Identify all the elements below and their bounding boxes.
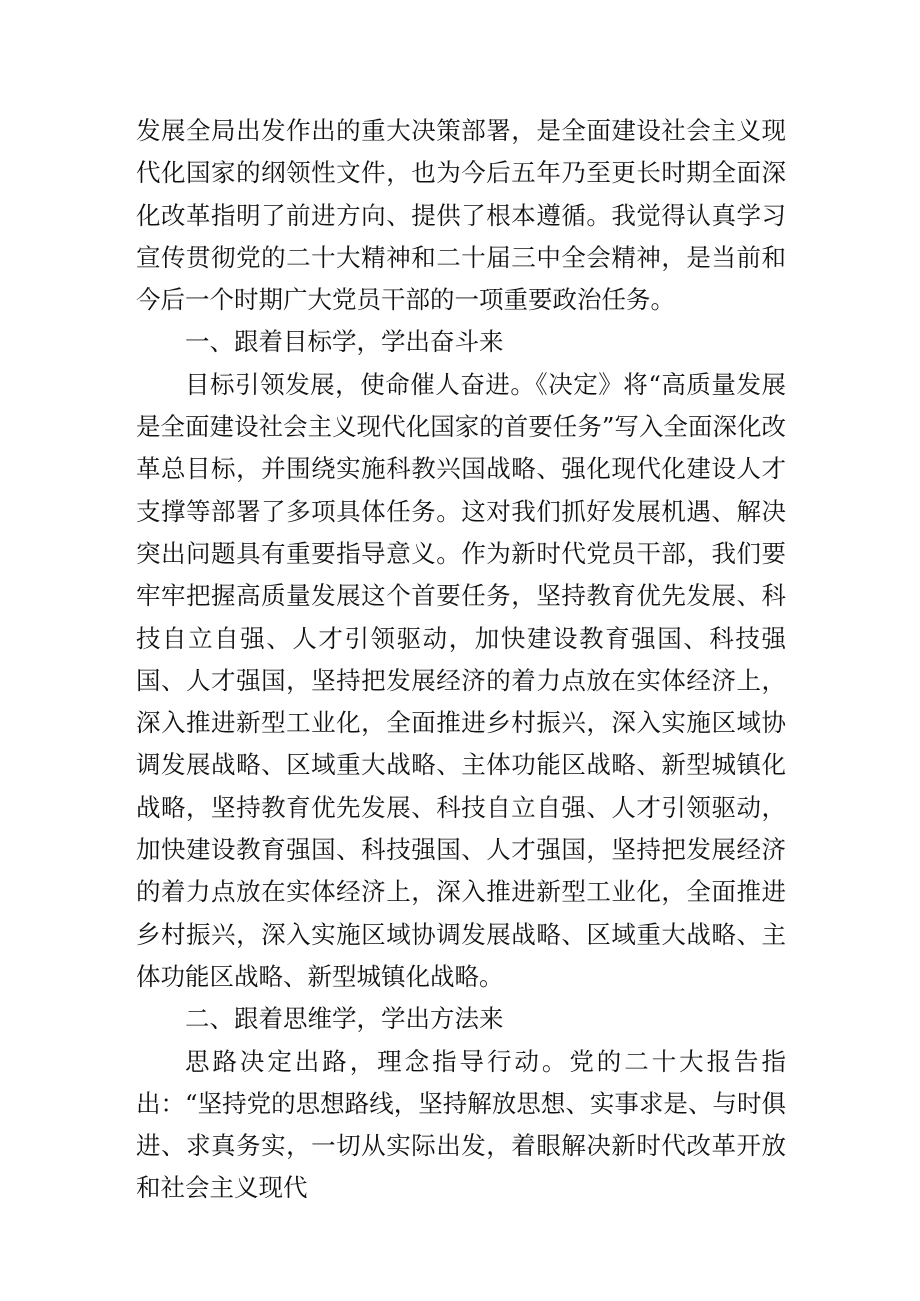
section-heading-1: 一、跟着目标学，学出奋斗来: [185, 327, 504, 357]
section-heading-2: 二、跟着思维学，学出方法来: [185, 1004, 504, 1034]
paragraph-section-1: 目标引领发展，使命催人奋进。《决定》将“高质量发展是全面建设社会主义现代化国家的首要任务”写入全面深化改革总目标，并围绕实施科教兴国战略、强化现代化建设人才支撑等部署了多项具体任务。这对我们抓好发展机遇、解决突出问题具有重要指导意义。作为新时代党员干部，我们要牢牢把握高质量发展这个首要任务，坚持教育优先发展、科技自立自强、人才引领驱动，加快建设教育强国、科技强国、人才强国，坚持把发展经济的着力点放在实体经济上，深入推进新型工业化，全面推进乡村振兴，深入实施区域协调发展战略、区域重大战略、主体功能区战略、新型城镇化战略，坚持教育优先发展、科技自立自强、人才引领驱动，加快建设教育强国、科技强国、人才强国，坚持把发展经济的着力点放在实体经济上，深入推进新型工业化，全面推进乡村振兴，深入实施区域协调发展战略、区域重大战略、主体功能区战略、新型城镇化战略。: [136, 369, 786, 991]
paragraph-section-2: 思路决定出路，理念指导行动。党的二十大报告指出：“坚持党的思想路线，坚持解放思想、实事求是、与时俱进、求真务实，一切从实际出发，着眼解决新时代改革开放和社会主义现代: [136, 1046, 786, 1203]
document-body: [136, 110, 786, 1210]
paragraph-continued: 发展全局出发作出的重大决策部署，是全面建设社会主义现代化国家的纲领性文件，也为今后五年乃至更长时期全面深化改革指明了前进方向、提供了根本遵循。我觉得认真学习宣传贯彻党的二十大精神和二十届三中全会精神，是当前和今后一个时期广大党员干部的一项重要政治任务。: [136, 116, 786, 315]
